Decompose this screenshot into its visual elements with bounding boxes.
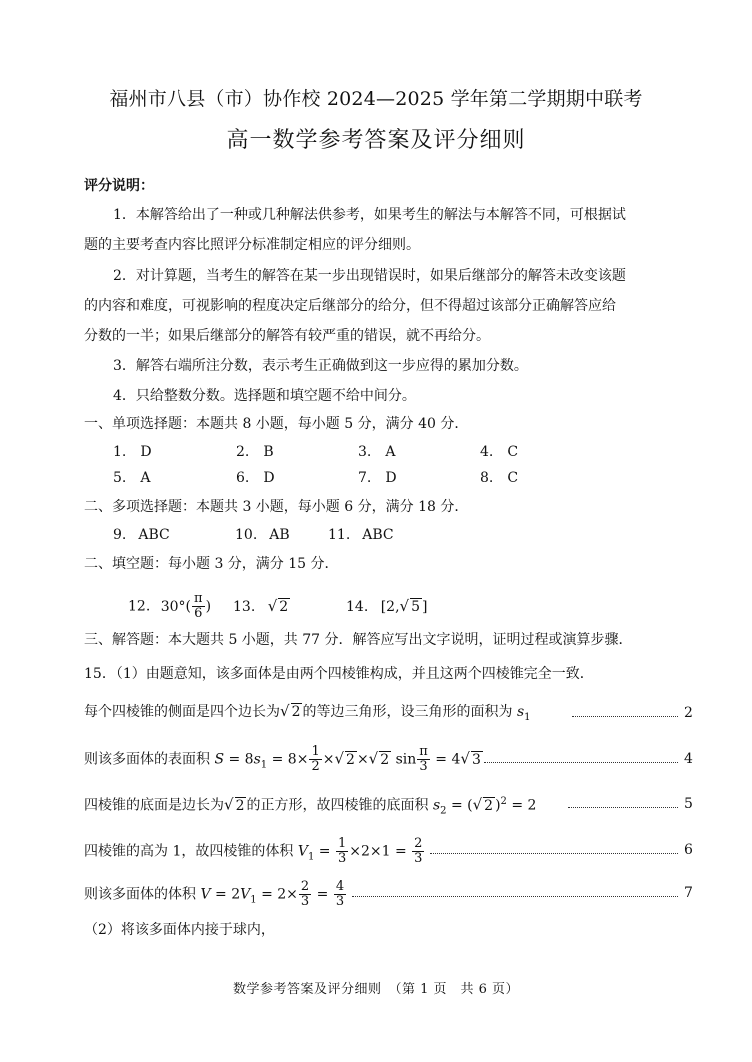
answer-5 xyxy=(113,468,150,488)
answer-number: 7. xyxy=(358,470,372,486)
answer-choice: D xyxy=(385,470,397,486)
sqrt-sign: √ xyxy=(399,597,410,615)
answer-number: 4. xyxy=(480,444,494,460)
exam-title: 福州市八县（市）协作校 2024—2025 学年第二学期期中联考 xyxy=(109,88,643,110)
answer-number: 1. xyxy=(113,444,127,460)
score-step-3: 5 xyxy=(684,796,693,812)
answer-choice: B xyxy=(263,444,274,460)
answer-12-fraction: $\frac{\pi}{6}$ xyxy=(194,591,203,621)
answer-7 xyxy=(358,468,397,488)
answer-8 xyxy=(480,468,518,488)
section-solutions-heading: 三、解答题：本大题共 5 小题，共 77 分．解答应写出文字说明，证明过程或演算步骤． xyxy=(84,632,633,648)
answer-choice: ABC xyxy=(138,527,170,543)
answer-number: 5. xyxy=(113,470,127,486)
answer-number: 9. xyxy=(113,527,127,543)
answer-13 xyxy=(233,596,290,617)
answer-choice: ABC xyxy=(362,527,394,543)
answer-3 xyxy=(358,442,395,462)
answer-11 xyxy=(328,525,394,545)
score-step-4: 6 xyxy=(684,842,693,858)
answer-13-radicand: 2 xyxy=(279,599,289,615)
answer-9 xyxy=(113,525,170,545)
note-1-line-2: 题的主要考查内容比照评分标准制定相应的评分细则。 xyxy=(84,237,420,253)
score-leader xyxy=(430,853,678,854)
answer-number: 6. xyxy=(236,470,250,486)
answer-14-right: ] xyxy=(422,599,428,615)
answer-14 xyxy=(346,596,428,617)
answer-choice: C xyxy=(507,444,519,460)
answer-choice: D xyxy=(140,444,152,460)
score-step-1: 2 xyxy=(684,705,693,721)
q15-step-1: 每个四棱锥的侧面是四个边长为√ 2 的等边三角形，设三角形的面积为 $s_1$ xyxy=(84,702,531,723)
answer-number: 8. xyxy=(480,470,494,486)
answer-choice: A xyxy=(140,470,151,486)
sqrt-sign: √ xyxy=(267,597,278,615)
section-single-choice-heading: 一、单项选择题：本题共 8 小题，每小题 5 分，满分 40 分． xyxy=(84,416,469,432)
answer-6 xyxy=(236,468,275,488)
q15-intro: 15．（1）由题意知，该多面体是由两个四棱锥构成，并且这两个四棱锥完全一致． xyxy=(84,666,594,682)
answer-12-degrees: 30° xyxy=(160,598,186,615)
answer-choice: AB xyxy=(269,527,290,543)
score-step-2: 4 xyxy=(684,751,693,767)
answer-14-number: 14. xyxy=(346,599,369,615)
score-step-5: 7 xyxy=(684,885,693,901)
note-2-line-2: 的内容和难度，可视影响的程度决定后继部分的给分，但不得超过该部分正确解答应给 xyxy=(84,298,616,314)
answer-2 xyxy=(236,442,274,462)
score-leader xyxy=(568,807,678,808)
note-3: 3．解答右端所注分数，表示考生正确做到这一步应得的累加分数。 xyxy=(113,358,528,374)
answer-number: 3. xyxy=(358,444,372,460)
answer-choice: D xyxy=(263,470,275,486)
note-2-line-1: 2．对计算题，当考生的解答在某一步出现错误时，如果后继部分的解答未改变该题 xyxy=(113,268,626,284)
q15-step-5: 则该多面体的体积 $V = 2V_1 = 2\times$ $\frac{2}{3}$ = $\frac{4}{3}$ xyxy=(84,879,345,909)
q15-step-2: 则该多面体的表面积 $S = 8s_1 = 8\times$ $\frac{1}{2}$ ×√ 2 ×√ 2 sin $\frac{\pi}{3}$ = 4√ 3 xyxy=(84,744,481,774)
answer-10 xyxy=(235,525,290,545)
answer-number: 10. xyxy=(235,527,258,543)
answer-choice: A xyxy=(385,444,396,460)
score-leader xyxy=(572,716,678,717)
section-multi-choice-heading: 二、多项选择题：本题共 3 小题，每小题 6 分，满分 18 分． xyxy=(84,499,469,515)
section-fill-blank-heading: 二、填空题：每小题 3 分，满分 15 分． xyxy=(84,556,339,572)
note-4: 4．只给整数分数。选择题和填空题不给中间分。 xyxy=(113,388,416,404)
answer-13-number: 13. xyxy=(233,599,256,615)
answer-14-left: [2, xyxy=(380,599,400,615)
answer-14-radicand: 5 xyxy=(411,599,421,615)
answer-number: 11. xyxy=(328,527,351,543)
note-1-line-1: 1．本解答给出了一种或几种解法供参考，如果考生的解法与本解答不同，可根据试 xyxy=(113,207,626,223)
answer-12: 12. 30°( $\frac{\pi}{6}$ ) xyxy=(128,591,212,621)
answer-12-number: 12. xyxy=(128,598,151,615)
answer-1 xyxy=(113,442,152,462)
note-2-line-3: 分数的一半；如果后继部分的解答有较严重的错误，就不再给分。 xyxy=(84,328,490,344)
q15-part-2: （2）将该多面体内接于球内， xyxy=(84,922,275,938)
page-footer: 数学参考答案及评分细则 （第 1 页 共 6 页） xyxy=(232,982,520,997)
q15-step-3: 四棱锥的底面是边长为√ 2 的正方形，故四棱锥的底面积 $s_2$ = (√ 2 )$^2$ = 2 xyxy=(84,795,537,817)
score-leader xyxy=(484,762,678,763)
answer-choice: C xyxy=(507,470,519,486)
answer-4 xyxy=(480,442,518,462)
notes-heading: 评分说明： xyxy=(84,178,154,194)
page-title: 高一数学参考答案及评分细则 xyxy=(226,128,526,153)
q15-step-4: 四棱锥的高为 1，故四棱锥的体积 $V_1$ = $\frac{1}{3}$ ×2×1 = $\frac{2}{3}$ xyxy=(84,836,423,866)
score-leader xyxy=(352,896,678,897)
answer-number: 2. xyxy=(236,444,250,460)
